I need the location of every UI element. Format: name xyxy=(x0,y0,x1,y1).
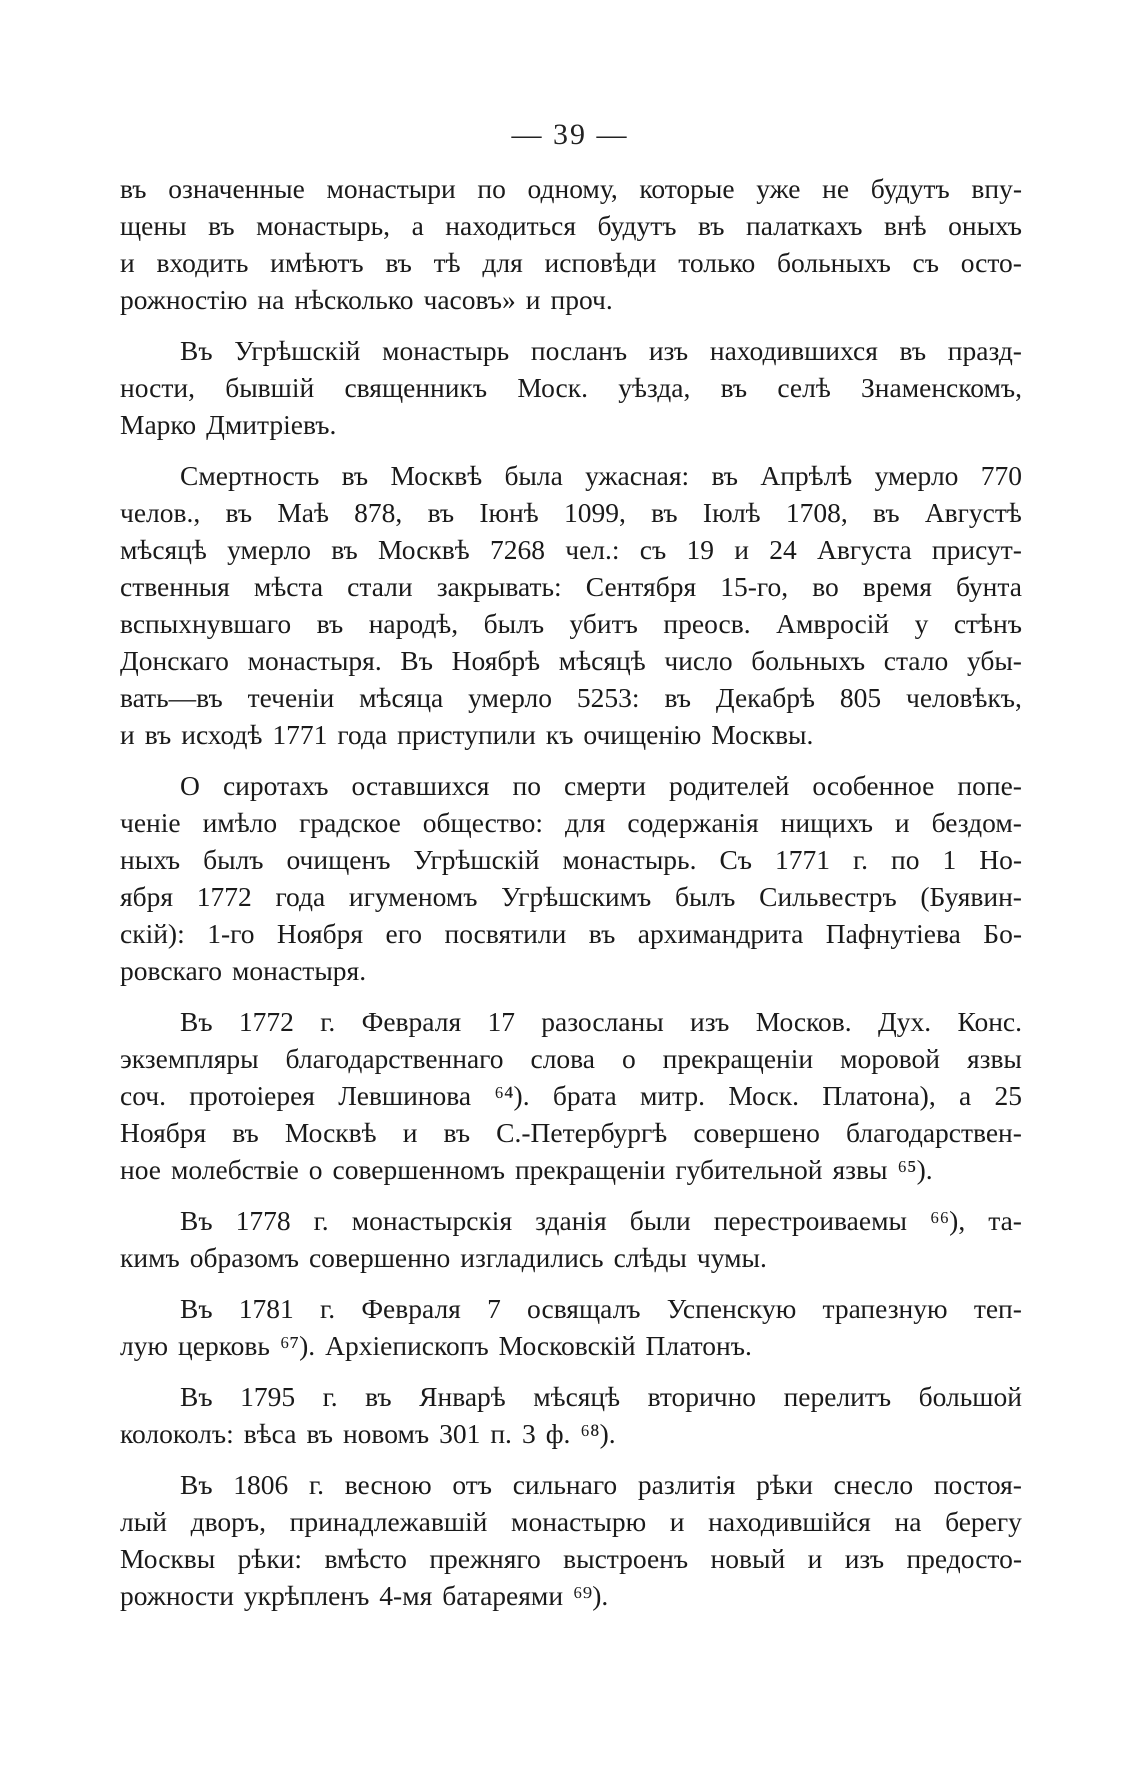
text-line: Въ 1772 г. Февраля 17 разосланы изъ Москов. Дух. Конс. xyxy=(180,1006,1022,1037)
text-line: ченіе имѣло градское общество: для содержанія нищихъ и бездом- xyxy=(120,807,1022,838)
paragraph xyxy=(120,1290,1022,1364)
page-number: — 39 — xyxy=(511,118,629,151)
text-line: Смертность въ Москвѣ была ужасная: въ Апрѣлѣ умерло 770 xyxy=(180,460,1022,491)
text-line: и въ исходѣ 1771 года приступили къ очищенію Москвы. xyxy=(120,719,814,750)
text-line: Въ 1806 г. весною отъ сильнаго разлитія рѣки снесло постоя- xyxy=(180,1469,1022,1500)
text-line: Въ 1781 г. Февраля 7 освящалъ Успенскую трапезную теп- xyxy=(180,1293,1022,1324)
text-line: рожностію на нѣсколько часовъ» и проч. xyxy=(120,284,613,315)
text-line: рожности укрѣпленъ 4-мя батареями ⁶⁹). xyxy=(120,1580,609,1611)
text-line: вспыхнувшаго въ народѣ, былъ убитъ преосв. Амвросій у стѣнъ xyxy=(120,608,1022,639)
text-line: ное молебствіе о совершенномъ прекращеніи губительной язвы ⁶⁵). xyxy=(120,1154,933,1185)
text-line: колоколъ: вѣса въ новомъ 301 п. 3 ф. ⁶⁸). xyxy=(120,1418,616,1449)
text-line: кимъ образомъ совершенно изгладились слѣды чумы. xyxy=(120,1242,767,1273)
text-line: мѣсяцѣ умерло въ Москвѣ 7268 чел.: съ 19 и 24 Августа присут- xyxy=(120,534,1022,565)
text-line: соч. протоіерея Левшинова ⁶⁴). брата митр. Моск. Платона), а 25 xyxy=(120,1080,1022,1111)
text-line: скій): 1-го Ноября его посвятили въ архимандрита Пафнутіева Бо- xyxy=(120,918,1022,949)
text-line: и входить имѣютъ въ тѣ для исповѣди только больныхъ съ осто- xyxy=(120,247,1022,278)
paragraph xyxy=(120,457,1022,753)
paragraph xyxy=(120,332,1022,443)
text-line: челов., въ Маѣ 878, въ Іюнѣ 1099, въ Іюлѣ 1708, въ Августѣ xyxy=(120,497,1022,528)
text-line: вать—въ теченіи мѣсяца умерло 5253: въ Декабрѣ 805 человѣкъ, xyxy=(120,682,1022,713)
text-line: Донскаго монастыря. Въ Ноябрѣ мѣсяцѣ число больныхъ стало убы- xyxy=(120,645,1022,676)
text-line: ности, бывшій священникъ Моск. уѣзда, въ селѣ Знаменскомъ, xyxy=(120,372,1022,403)
text-line: Москвы рѣки: вмѣсто прежняго выстроенъ новый и изъ предосто- xyxy=(120,1543,1022,1574)
text-line: Въ Угрѣшскій монастырь посланъ изъ находившихся въ празд- xyxy=(180,335,1022,366)
text-line: лый дворъ, принадлежавшій монастырю и находившійся на берегу xyxy=(120,1506,1022,1537)
text-line: Ноября въ Москвѣ и въ С.-Петербургѣ совершено благодарствен- xyxy=(120,1117,1022,1148)
body-text xyxy=(120,170,1022,1628)
paragraph xyxy=(120,1466,1022,1614)
paragraph xyxy=(120,170,1022,318)
text-line: ственныя мѣста стали закрывать: Сентября 15-го, во время бунта xyxy=(120,571,1022,602)
text-line: ныхъ былъ очищенъ Угрѣшскій монастырь. Съ 1771 г. по 1 Но- xyxy=(120,844,1022,875)
text-line: О сиротахъ оставшихся по смерти родителей особенное попе- xyxy=(180,770,1022,801)
text-line: щены въ монастырь, а находиться будутъ въ палаткахъ внѣ оныхъ xyxy=(120,210,1022,241)
paragraph xyxy=(120,1003,1022,1188)
text-line: ровскаго монастыря. xyxy=(120,955,367,986)
text-line: Въ 1778 г. монастырскія зданія были перестроиваемы ⁶⁶), та- xyxy=(180,1205,1022,1236)
text-line: лую церковь ⁶⁷). Архіепископъ Московскій Платонъ. xyxy=(120,1330,752,1361)
paragraph xyxy=(120,767,1022,989)
text-line: ября 1772 года игуменомъ Угрѣшскимъ былъ Сильвестръ (Буявин- xyxy=(120,881,1022,912)
text-line: экземпляры благодарственнаго слова о прекращеніи моровой язвы xyxy=(120,1043,1022,1074)
paragraph xyxy=(120,1378,1022,1452)
text-line: Марко Дмитріевъ. xyxy=(120,409,337,440)
text-line: Въ 1795 г. въ Январѣ мѣсяцѣ вторично перелитъ большой xyxy=(180,1381,1022,1412)
text-line: въ означенные монастыри по одному, которые уже не будутъ впу- xyxy=(120,173,1022,204)
paragraph xyxy=(120,1202,1022,1276)
